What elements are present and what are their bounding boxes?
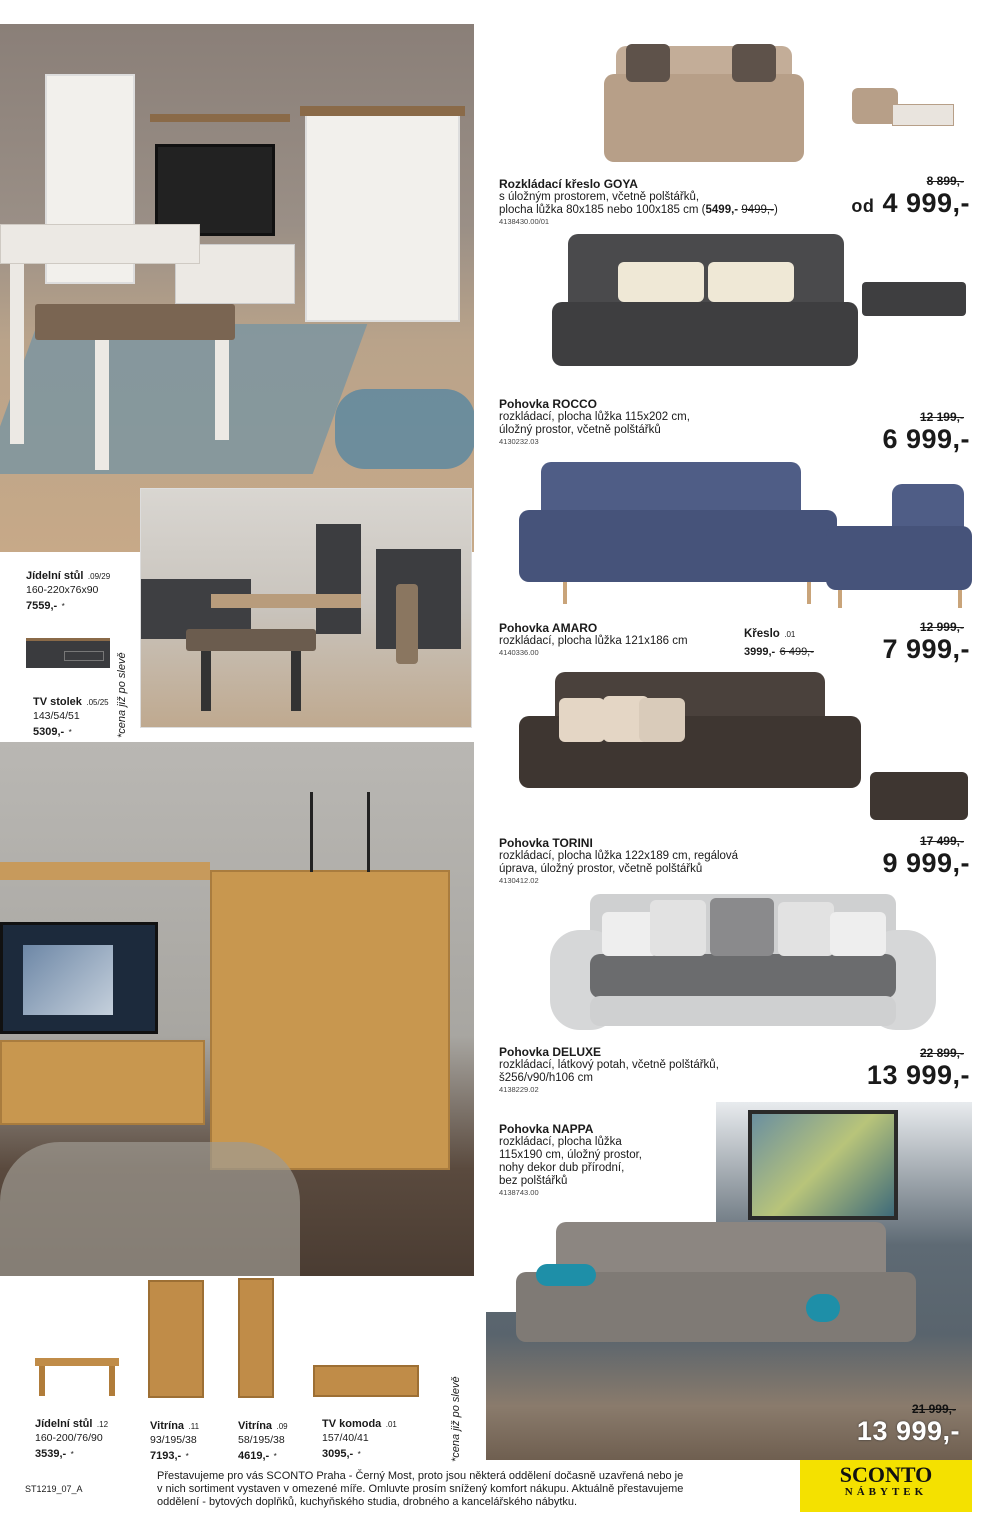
product-desc: nohy dekor dub přírodní, [499,1162,625,1174]
vitrine-large-image [148,1280,204,1398]
product-dims: 58/195/38 [238,1434,285,1446]
product-variant: .05/25 [86,698,109,707]
current-price: 7 999,- [882,634,970,664]
product-variant: .01 [385,1420,397,1429]
price-note-mark: * [68,728,72,737]
product-dims: 160-200/76/90 [35,1432,103,1444]
product-price: 3539,- [35,1448,67,1460]
product-desc: rozkládací, látkový potah, včetně polštářků, [499,1059,719,1071]
amaro-chair-image [826,484,972,610]
torini-text [499,836,839,886]
product-variant: .11 [188,1422,200,1431]
product-price: 7559,- [26,600,58,612]
deluxe-sofa-image [550,890,936,1034]
product-desc: 115x190 cm, úložný prostor, [499,1149,642,1161]
tv-stand-image [26,638,110,668]
rocco-bed-image [862,282,966,316]
product-name: Pohovka AMARO [499,621,598,635]
torini-bed-image [870,772,968,820]
goya-text [499,177,829,227]
goya-bed-image [852,82,956,138]
amaro-sofa-image [519,460,837,610]
old-price: 21 999,- [911,1402,956,1416]
product-desc: rozkládací, plocha lůžka [499,1136,622,1148]
product-desc: úprava, úložný prostor, včetně polštářků [499,863,703,875]
product-code: 4130412.02 [499,876,539,885]
product-name: Pohovka ROCCO [499,397,598,411]
price-note-mark: * [357,1450,361,1459]
footer-line: Přestavujeme pro vás SCONTO Praha - Černý Most, proto jsou některá oddělení dočasně uzavřená nebo je [157,1470,684,1482]
goya-price [840,174,970,219]
dining-table-label [26,566,136,614]
old-price: 17 499,- [919,834,964,848]
product-name: Jídelní stůl [35,1418,93,1430]
chair-old-price: 6 499,- [779,646,814,658]
catalog-code: ST1219_07_A [25,1484,83,1494]
vitrine-small-image [238,1278,274,1398]
price-note-mark: * [61,602,65,611]
rocco-text [499,397,829,447]
dining-room-photo [140,488,472,728]
sconto-logo [800,1460,972,1512]
chair-variant: .01 [784,630,796,639]
logo-sub: NÁBYTEK [844,1486,928,1498]
current-price: 6 999,- [882,424,970,454]
product-dims: 160-220x76x90 [26,584,99,596]
product-dims: 93/195/38 [150,1434,197,1446]
rocco-price [840,410,970,455]
price-note-mark: * [185,1452,189,1461]
desc-text-end: ) [773,204,778,216]
product-desc: rozkládací, plocha lůžka 121x186 cm [499,635,688,647]
old-price: 12 199,- [919,410,964,424]
nappa-text [499,1122,699,1198]
oak-living-room-photo [0,742,474,1276]
amaro-chair-price [744,624,844,660]
current-price: 13 999,- [866,1060,970,1090]
product-price: 7193,- [150,1450,182,1462]
product-desc: s úložným prostorem, včetně polštářků, [499,191,700,203]
desc-price: 5499,- [705,204,739,216]
logo-main: SCONTO [839,1462,933,1487]
product-desc: rozkládací, plocha lůžka 115x202 cm, [499,411,690,423]
torini-price [840,834,970,879]
product-variant: .09/29 [87,572,111,581]
current-price: 9 999,- [882,848,970,878]
bottom-item-1 [35,1414,135,1462]
product-price: 5309,- [33,726,65,738]
product-name: Rozkládací křeslo GOYA [499,177,638,191]
current-price: 13 999,- [856,1416,960,1446]
current-price: 4 999,- [882,188,970,218]
discount-note: *cena již po slevě [116,652,128,738]
product-name: Pohovka DELUXE [499,1045,602,1059]
bottom-item-2 [150,1416,230,1464]
bottom-item-4 [322,1414,422,1462]
product-desc [499,204,829,217]
product-name: TV stolek [33,696,82,708]
product-name: TV komoda [322,1418,382,1430]
dining-table-oak-image [35,1358,119,1396]
product-code: 4138430.00/01 [499,217,550,226]
footer-notice [157,1470,797,1509]
deluxe-price [840,1046,970,1091]
amaro-text [499,621,739,658]
tv-dresser-image [313,1365,419,1397]
product-code: 4138743.00 [499,1188,539,1197]
product-name: Pohovka TORINI [499,836,593,850]
product-code: 4140336.00 [499,648,539,657]
deluxe-text [499,1045,839,1095]
product-variant: .09 [276,1422,288,1431]
footer-line: v nich sortiment vystaven v omezené míře. Omluvte prosím snížený komfort nákupu. Aktuálně přestavujeme [157,1483,684,1495]
product-desc: rozkládací, plocha lůžka 122x189 cm, regálová [499,850,739,862]
discount-note: *cena již po slevě [450,1376,462,1462]
footer-line: oddělení - bytových doplňků, kuchyňského studia, drobného a kancelářského nábytku. [157,1496,578,1508]
product-name: Vitrína [238,1420,273,1432]
old-price: 8 899,- [926,174,964,188]
product-name: Pohovka NAPPA [499,1122,594,1136]
product-variant: .12 [96,1420,109,1429]
product-dims: 157/40/41 [322,1432,369,1444]
rocco-sofa-image [552,232,858,374]
product-name: Jídelní stůl [26,570,84,582]
living-room-photo [0,24,474,552]
old-price: 22 899,- [919,1046,964,1060]
price-note-mark: * [70,1450,74,1459]
goya-chair-image [604,44,804,162]
product-price: 4619,- [238,1450,270,1462]
product-desc: bez polštářků [499,1175,568,1187]
product-desc: úložný prostor, včetně polštářků [499,424,661,436]
desc-old-price: 9499,- [741,204,774,216]
product-desc: š256/v90/h106 cm [499,1072,593,1084]
price-prefix: od [851,196,875,216]
amaro-price [840,620,970,665]
chair-price: 3999,- [744,646,776,658]
product-price: 3095,- [322,1448,354,1460]
desc-text: plocha lůžka 80x185 nebo 100x185 cm ( [499,204,706,216]
chair-label: Křeslo [744,628,780,640]
product-dims: 143/54/51 [33,710,80,722]
price-note-mark: * [273,1452,277,1461]
product-name: Vitrína [150,1420,185,1432]
torini-sofa-image [519,672,861,796]
nappa-price [830,1402,960,1447]
bottom-item-3 [238,1416,318,1464]
product-code: 4130232.03 [499,437,539,446]
old-price: 12 999,- [919,620,964,634]
product-code: 4138229.02 [499,1085,539,1094]
